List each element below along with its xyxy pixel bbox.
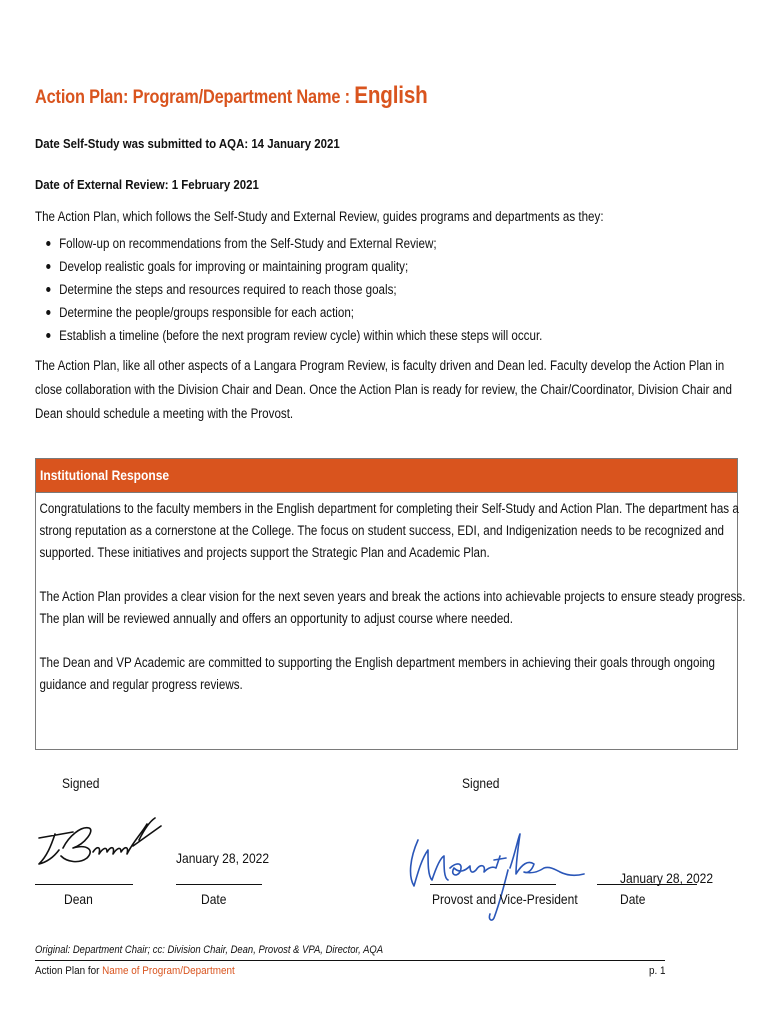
- bullet-item: Develop realistic goals for improving or maintaining program quality;: [35, 255, 542, 278]
- intro-lead: The Action Plan, which follows the Self-Study and External Review, guides programs and departments as they:: [35, 209, 604, 224]
- page-number: p. 1: [649, 965, 666, 977]
- provost-signature-image: [400, 828, 590, 928]
- response-line: The Action Plan provides a clear vision for the next seven years and break the actions into achievable projects to ensure steady progress.: [39, 589, 746, 604]
- institutional-response-header: [36, 459, 737, 493]
- date-submitted: Date Self-Study was submitted to AQA: 14 January 2021: [35, 136, 340, 151]
- bullet-item: Determine the people/groups responsible for each action;: [35, 301, 542, 324]
- provost-signed-label: Signed: [462, 775, 500, 791]
- distribution-note: Original: Department Chair; cc: Division Chair, Dean, Provost & VPA, Director, AQA: [35, 944, 384, 956]
- response-line: strong reputation as a cornerstone at the College. The focus on student success, EDI, and Indigenization needs to be recognized and: [39, 523, 725, 538]
- department-name: English: [354, 82, 428, 109]
- footer-document-name: [35, 965, 235, 977]
- footer-program-name: Name of Program/Department: [102, 965, 235, 977]
- footer-doc-prefix: Action Plan for: [35, 965, 103, 977]
- bullet-item: Follow-up on recommendations from the Self-Study and External Review;: [35, 232, 542, 255]
- provost-label: Provost and Vice-President: [432, 891, 578, 907]
- provost-signature-line: [430, 884, 556, 885]
- closing-line: close collaboration with the Division Chair and Dean. Once the Action Plan is ready for review, the Chair/Coordinator, Division Chair and: [35, 382, 732, 397]
- closing-line: Dean should schedule a meeting with the Provost.: [35, 406, 294, 421]
- response-line: guidance and regular progress reviews.: [39, 677, 243, 692]
- bullet-item: Establish a timeline (before the next program review cycle) within which these steps will occur.: [35, 324, 542, 347]
- bullet-item: Determine the steps and resources required to reach those goals;: [35, 278, 542, 301]
- intro-bullet-list: [35, 232, 542, 347]
- page-title: [35, 82, 428, 110]
- institutional-response-heading: Institutional Response: [40, 467, 170, 483]
- dean-signed-label: Signed: [62, 775, 100, 791]
- intro-closing: [35, 354, 732, 426]
- date-external-review: Date of External Review: 1 February 2021: [35, 177, 259, 192]
- response-line: The plan will be reviewed annually and offers an opportunity to adjust course where needed.: [39, 611, 513, 626]
- institutional-response-box: [35, 458, 746, 750]
- provost-signed-date: January 28, 2022: [620, 870, 714, 886]
- provost-date-label: Date: [620, 891, 646, 907]
- response-paragraph: [36, 586, 746, 630]
- dean-signed-date: January 28, 2022: [176, 850, 270, 866]
- footer-divider: [35, 960, 665, 961]
- response-line: Congratulations to the faculty members in the English department for completing their Self-Study and Action Plan. The department has a: [39, 501, 739, 516]
- response-line: supported. These initiatives and projects support the Strategic Plan and Academic Plan.: [39, 545, 490, 560]
- dean-label: Dean: [64, 891, 93, 907]
- dean-date-label: Date: [201, 891, 227, 907]
- response-line: The Dean and VP Academic are committed to supporting the English department members in achieving their goals through ongoing: [39, 655, 715, 670]
- response-paragraph: [36, 498, 739, 564]
- title-prefix: Action Plan: Program/Department Name :: [35, 87, 350, 108]
- dean-signature-line: [35, 884, 133, 885]
- closing-line: The Action Plan, like all other aspects of a Langara Program Review, is faculty driven and Dean led. Faculty develop the Action Plan in: [35, 358, 725, 373]
- provost-date-line: [597, 884, 697, 885]
- response-paragraph: [36, 652, 715, 696]
- dean-date-line: [176, 884, 262, 885]
- dean-signature-image: [33, 812, 163, 872]
